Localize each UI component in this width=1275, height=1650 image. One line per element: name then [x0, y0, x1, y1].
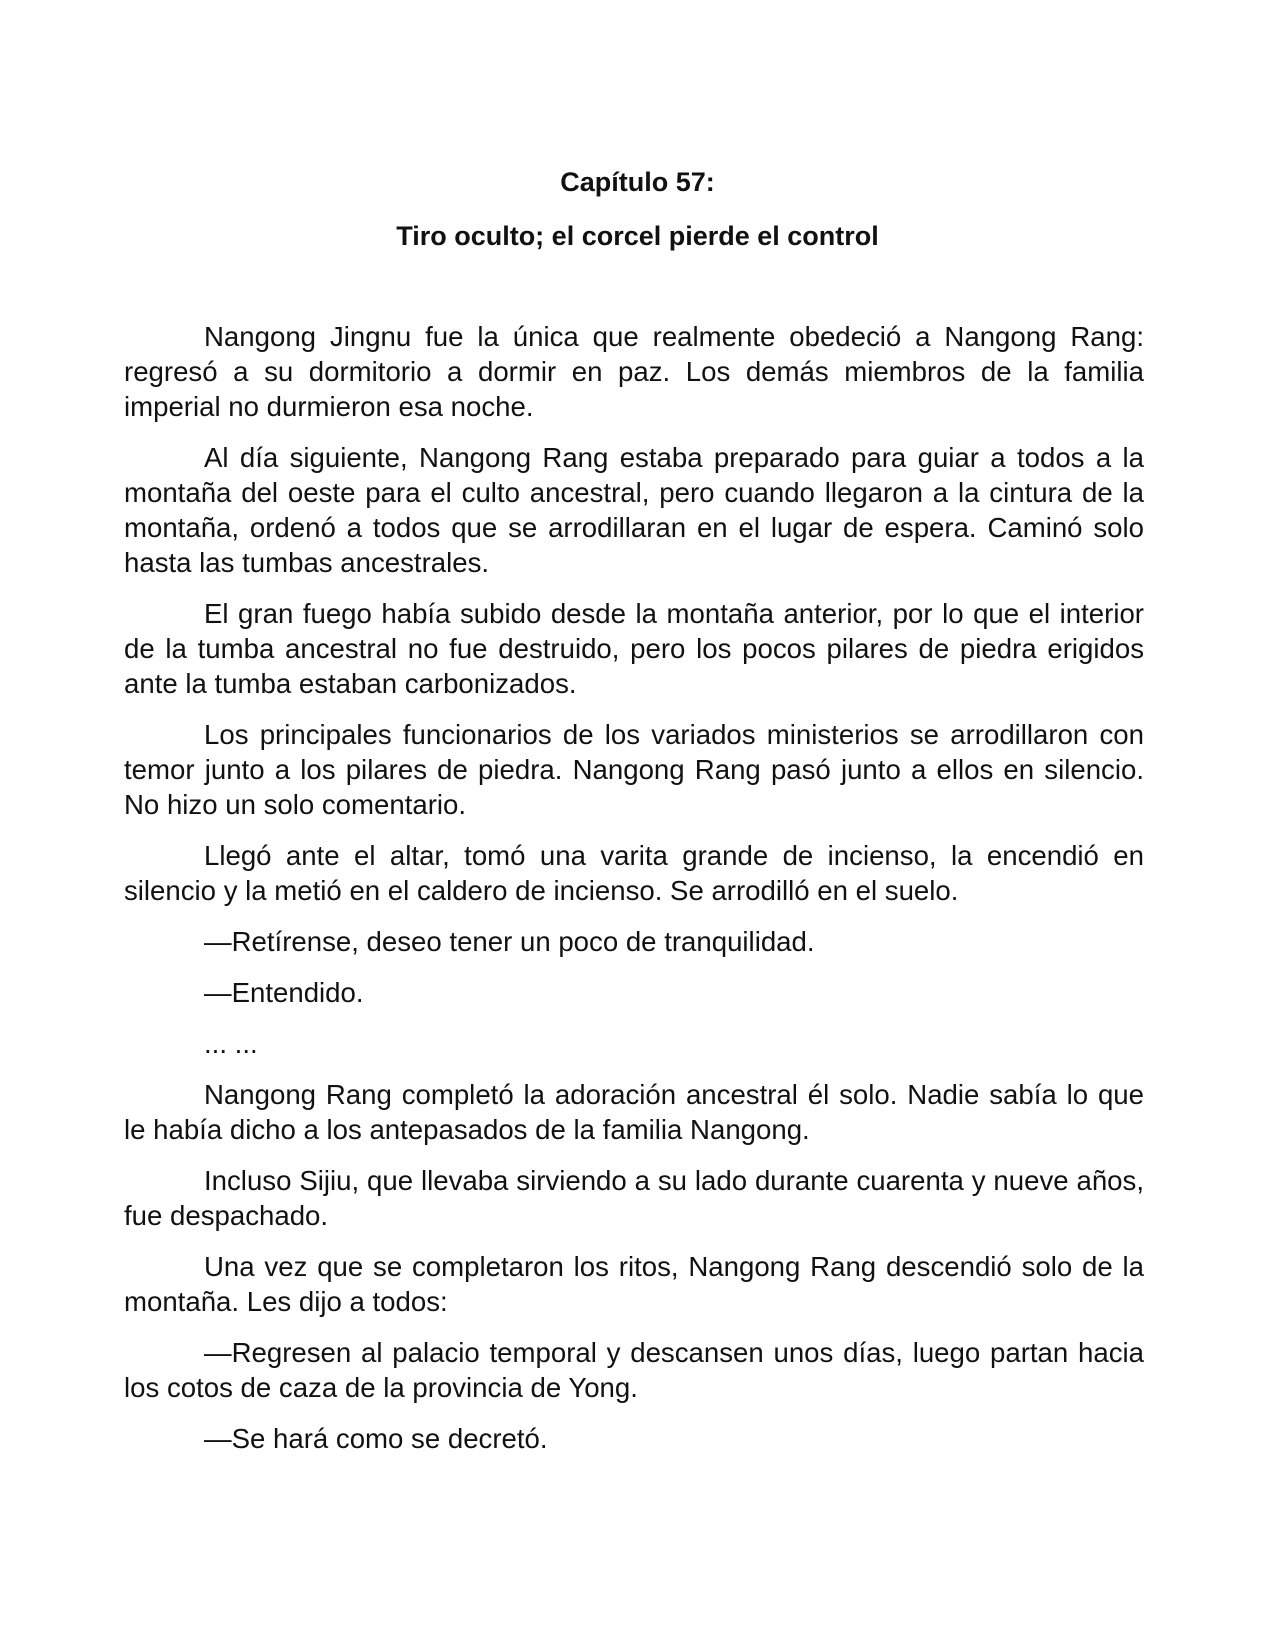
- paragraph: Nangong Rang completó la adoración ancestral él solo. Nadie sabía lo que le había dicho a los antepasados de la familia Nangong.: [124, 1079, 1144, 1145]
- scene-break: ... ...: [204, 1028, 258, 1059]
- dialogue-line: —Retírense, deseo tener un poco de tranquilidad.: [204, 926, 815, 957]
- dialogue-line: —Regresen al palacio temporal y descansen unos días, luego partan hacia los cotos de caza de la provincia de Yong.: [124, 1337, 1144, 1403]
- chapter-subtitle: Tiro oculto; el corcel pierde el control: [396, 221, 879, 251]
- paragraph: Llegó ante el altar, tomó una varita grande de incienso, la encendió en silencio y la metió en el caldero de incienso. Se arrodilló en el suelo.: [124, 840, 1144, 906]
- chapter-body: [124, 319, 1144, 1472]
- paragraph: Incluso Sijiu, que llevaba sirviendo a su lado durante cuarenta y nueve años, fue despachado.: [124, 1165, 1144, 1231]
- paragraph: Los principales funcionarios de los variados ministerios se arrodillaron con temor junto a los pilares de piedra. Nangong Rang pasó junto a ellos en silencio. No hizo un solo comentario.: [124, 719, 1144, 820]
- dialogue-line: —Se hará como se decretó.: [204, 1423, 548, 1454]
- chapter-title: Capítulo 57:: [560, 167, 715, 197]
- dialogue-line: —Entendido.: [204, 977, 364, 1008]
- paragraph: Una vez que se completaron los ritos, Nangong Rang descendió solo de la montaña. Les dijo a todos:: [124, 1251, 1144, 1317]
- paragraph: Al día siguiente, Nangong Rang estaba preparado para guiar a todos a la montaña del oeste para el culto ancestral, pero cuando llegaron a la cintura de la montaña, ordenó a todos que se arrodillaran en el lugar de espera. Caminó solo hasta las tumbas ancestrales.: [124, 442, 1144, 578]
- paragraph: El gran fuego había subido desde la montaña anterior, por lo que el interior de la tumba ancestral no fue destruido, pero los pocos pilares de piedra erigidos ante la tumba estaban carbonizados.: [124, 598, 1144, 699]
- paragraph: Nangong Jingnu fue la única que realmente obedeció a Nangong Rang: regresó a su dormitorio a dormir en paz. Los demás miembros de la familia imperial no durmieron esa noche.: [124, 321, 1144, 422]
